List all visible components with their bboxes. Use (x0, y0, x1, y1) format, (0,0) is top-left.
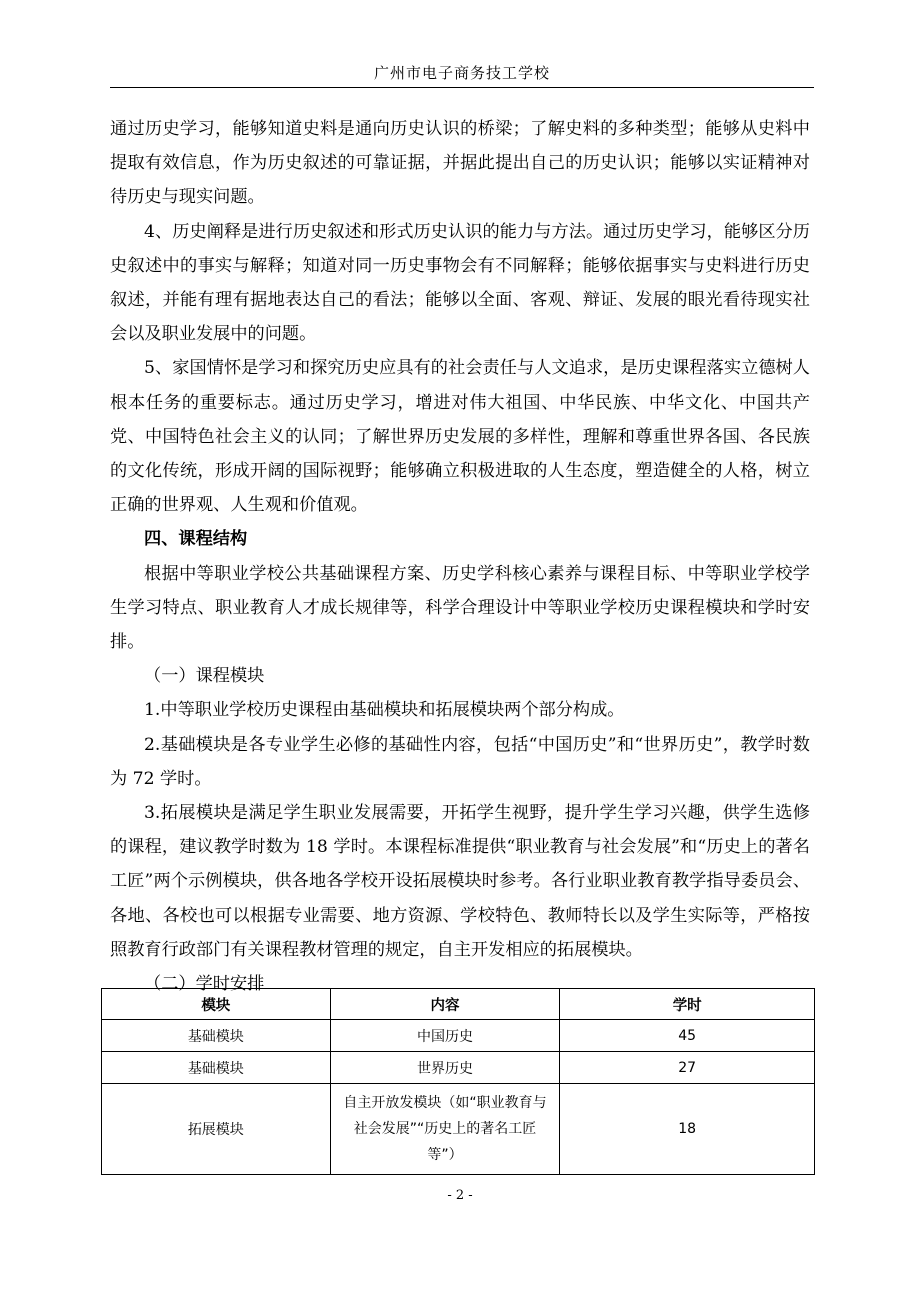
hours-table (101, 988, 815, 1175)
cell-hours: 18 (560, 1084, 815, 1175)
paragraph-module-3: 3.拓展模块是满足学生职业发展需要，开拓学生视野，提升学生学习兴趣，供学生选修的课程，建议教学时数为 18 学时。本课程标准提供“职业教育与社会发展”和“历史上的著名工匠”两个示例模块，供各地各学校开设拓展模块时参考。各行业职业教育教学指导委员会、各地、各校也可以根据专业需要、地方资源、学校特色、教师特长以及学生实际等，严格按照教育行政部门有关课程教材管理的规定，自主开发相应的拓展模块。 (110, 803, 810, 960)
column-header-content: 内容 (330, 989, 560, 1020)
cell-content: 世界历史 (330, 1052, 560, 1084)
paragraph-historical-evidence: 通过历史学习，能够知道史料是通向历史认识的桥梁；了解史料的多种类型；能够从史料中提取有效信息，作为历史叙述的可靠证据，并据此提出自己的历史认识；能够以实证精神对待历史与现实问题。 (110, 119, 810, 208)
table-row (102, 1084, 815, 1175)
cell-hours: 45 (560, 1020, 815, 1052)
paragraph-module-1: 1.中等职业学校历史课程由基础模块和拓展模块两个部分构成。 (144, 700, 625, 721)
document-body (110, 112, 810, 1001)
page-header: 广州市电子商务技工学校 (373, 64, 550, 82)
table-header-row (102, 989, 815, 1020)
cell-module: 拓展模块 (102, 1084, 331, 1175)
section-heading-course-structure: 四、课程结构 (144, 529, 248, 550)
paragraph-structure-intro: 根据中等职业学校公共基础课程方案、历史学科核心素养与课程目标、中等职业学校学生学习特点、职业教育人才成长规律等，科学合理设计中等职业学校历史课程模块和学时安排。 (110, 563, 810, 653)
cell-content: 自主开放发模块（如“职业教育与社会发展”“历史上的著名工匠等”） (330, 1084, 560, 1175)
subheading-hours-arrangement: （二）学时安排 (144, 974, 265, 995)
paragraph-patriotism: 5、家国情怀是学习和探究历史应具有的社会责任与人文追求，是历史课程落实立德树人根本任务的重要标志。通过历史学习，增进对伟大祖国、中华民族、中华文化、中国共产党、中国特色社会主义的认同；了解世界历史发展的多样性，理解和尊重世界各国、各民族的文化传统，形成开阔的国际视野；能够确立积极进取的人生态度，塑造健全的人格，树立正确的世界观、人生观和价值观。 (110, 358, 810, 516)
subheading-course-modules: （一）课程模块 (144, 666, 265, 687)
cell-module: 基础模块 (102, 1020, 331, 1052)
column-header-hours: 学时 (560, 989, 815, 1020)
cell-module: 基础模块 (102, 1052, 331, 1084)
cell-hours: 27 (560, 1052, 815, 1084)
table-row (102, 1020, 815, 1052)
table-row (102, 1052, 815, 1084)
page-number: - 2 - (447, 1188, 473, 1203)
header-rule (110, 87, 814, 88)
paragraph-module-2: 2.基础模块是各专业学生必修的基础性内容，包括“中国历史”和“世界历史”，教学时数为 72 学时。 (110, 734, 810, 789)
cell-content: 中国历史 (330, 1020, 560, 1052)
paragraph-historical-interpretation: 4、历史阐释是进行历史叙述和形式历史认识的能力与方法。通过历史学习，能够区分历史叙述中的事实与解释；知道对同一历史事物会有不同解释；能够依据事实与史料进行历史叙述，并能有理有据地表达自己的看法；能够以全面、客观、辩证、发展的眼光看待现实社会以及职业发展中的问题。 (110, 221, 810, 345)
column-header-module: 模块 (102, 989, 331, 1020)
